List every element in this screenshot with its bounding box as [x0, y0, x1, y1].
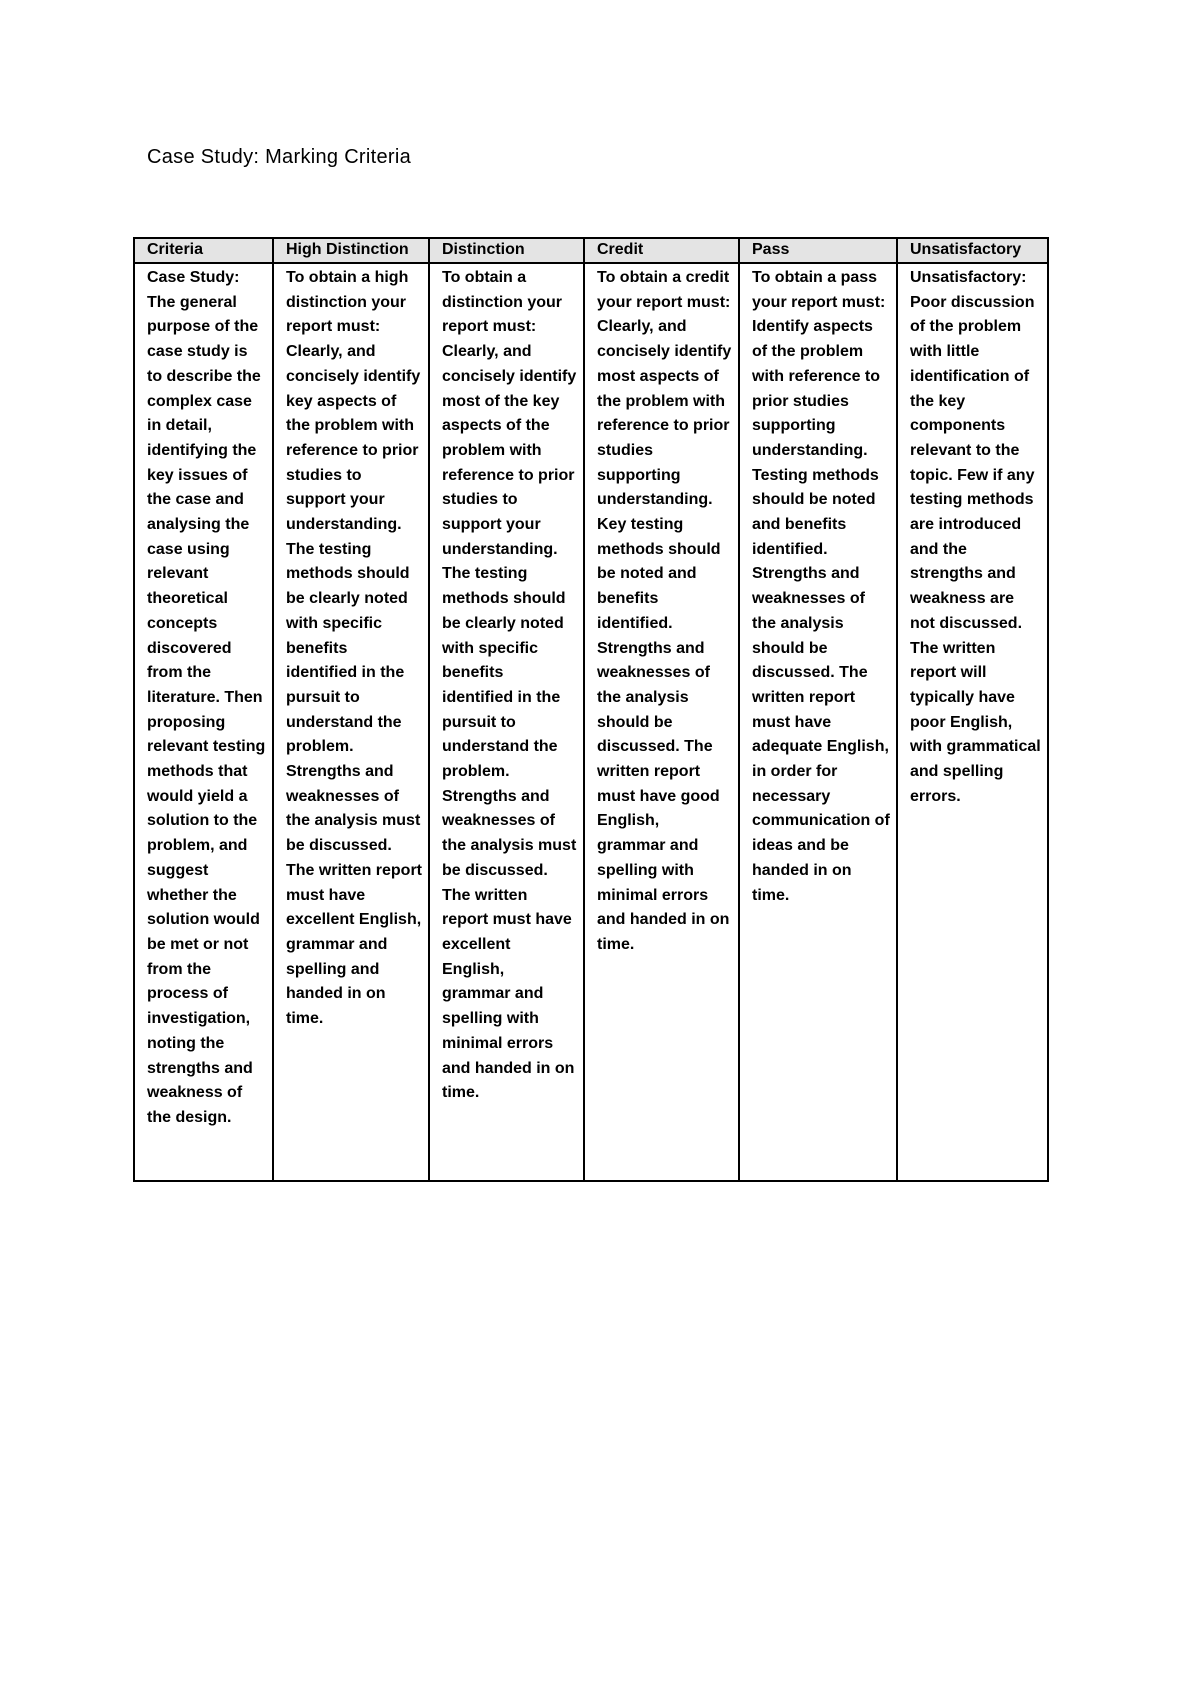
header-criteria: Criteria [134, 238, 273, 263]
cell-credit: To obtain a credit your report must: Clearly, and concisely identify most aspects of the problem with reference to prior studies supporting understanding. Key testing methods should be noted and benefits identified. Strengths and weaknesses of the analysis should be discussed. The written report must have good English, grammar and spelling with minimal errors and handed in on time. [584, 263, 739, 1181]
header-pass: Pass [739, 238, 897, 263]
cell-unsatisfactory: Unsatisfactory: Poor discussion of the problem with little identification of the key components relevant to the topic. Few if any testing methods are introduced and the strengths and weakness are not discussed. The written report will typically have poor English, with grammatical and spelling errors. [897, 263, 1048, 1181]
header-high-distinction: High Distinction [273, 238, 429, 263]
header-row [134, 238, 1048, 263]
cell-criteria: Case Study: The general purpose of the case study is to describe the complex case in detail, identifying the key issues of the case and analysing the case using relevant theoretical concepts discovered from the literature. Then proposing relevant testing methods that would yield a solution to the problem, and suggest whether the solution would be met or not from the process of investigation, noting the strengths and weakness of the design. [134, 263, 273, 1181]
table-body [134, 263, 1048, 1181]
cell-distinction: To obtain a distinction your report must: Clearly, and concisely identify most of the key aspects of the problem with reference to prior studies to support your understanding. The testing methods should be clearly noted with specific benefits identified in the pursuit to understand the problem. Strengths and weaknesses of the analysis must be discussed. The written report must have excellent English, grammar and spelling with minimal errors and handed in on time. [429, 263, 584, 1181]
table-row [134, 263, 1048, 1181]
header-credit: Credit [584, 238, 739, 263]
cell-high-distinction: To obtain a high distinction your report must: Clearly, and concisely identify key aspects of the problem with reference to prior studies to support your understanding. The testing methods should be clearly noted with specific benefits identified in the pursuit to understand the problem. Strengths and weaknesses of the analysis must be discussed. The written report must have excellent English, grammar and spelling and handed in on time. [273, 263, 429, 1181]
header-distinction: Distinction [429, 238, 584, 263]
page-title: Case Study: Marking Criteria [147, 146, 412, 168]
header-unsatisfactory: Unsatisfactory [897, 238, 1048, 263]
marking-criteria-table [133, 237, 1049, 1182]
table-header [134, 238, 1048, 263]
cell-pass: To obtain a pass your report must: Identify aspects of the problem with reference to prior studies supporting understanding. Testing methods should be noted and benefits identified. Strengths and weaknesses of the analysis should be discussed. The written report must have adequate English, in order for necessary communication of ideas and be handed in on time. [739, 263, 897, 1181]
